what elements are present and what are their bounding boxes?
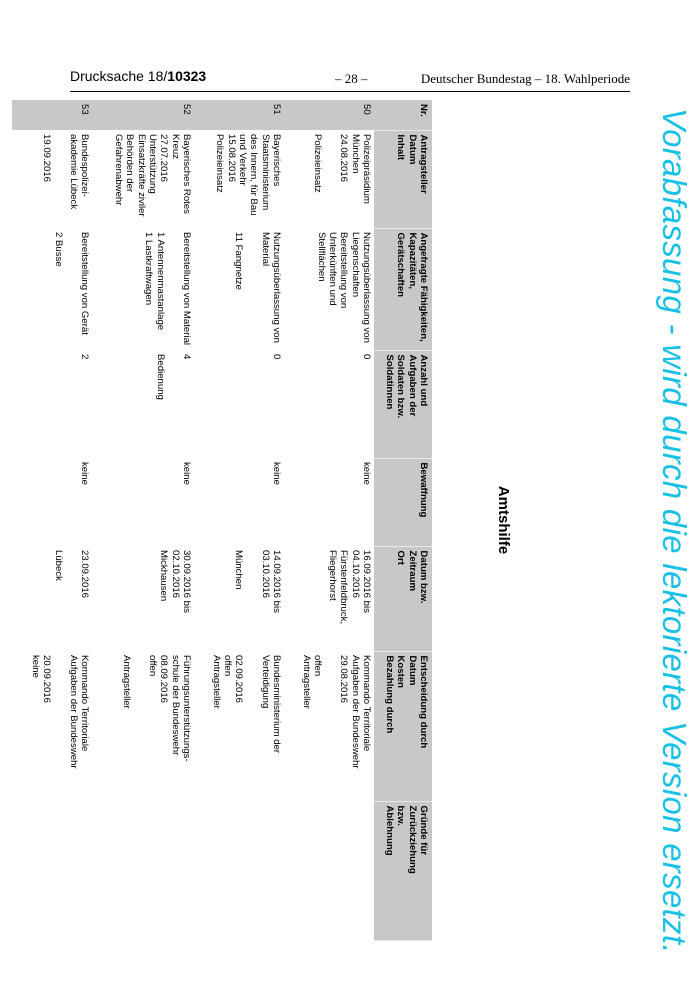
table-title: Amtshilfe xyxy=(495,485,512,555)
cell-line: Einsatzkräfte ziviler xyxy=(135,134,147,217)
cell-line: Behörden der xyxy=(124,134,136,193)
column-header-line: Entscheidung durch xyxy=(418,655,429,749)
cell-line: 23.09.2016 xyxy=(79,550,90,599)
column-header-line: Zeitraum xyxy=(406,550,418,592)
header-rule xyxy=(70,91,630,92)
cell-line: Aufgaben der Bundeswehr xyxy=(67,655,79,769)
cell-line: 29.08.2016 xyxy=(338,655,350,704)
cell-datum xyxy=(12,546,92,651)
cell-line: Bayerisches Rotes xyxy=(181,134,192,214)
cell-line: Bereitstellung von Gerät xyxy=(79,232,90,335)
cell-line: Gefahrenabwehr xyxy=(113,134,125,206)
column-header-line: Gründe für xyxy=(418,805,429,856)
cell-line: 1 Antennenmastanlage xyxy=(154,232,166,331)
cell-antragsteller xyxy=(92,130,194,228)
draft-watermark: Vorabfassung - wird durch die lektorierte Version ersetzt. xyxy=(656,108,693,954)
cell-gap xyxy=(166,354,181,454)
cell-line: Material xyxy=(259,232,271,267)
cell-gap xyxy=(64,232,79,346)
table-row xyxy=(284,100,374,940)
column-header-line: Anzahl und xyxy=(418,354,429,407)
cell-line: akademie Lübeck xyxy=(67,134,79,210)
column-header-line: Kapazitäten, xyxy=(406,232,418,290)
column-header-line: Datum xyxy=(406,134,418,165)
column-header-line: Soldaten bzw. xyxy=(395,354,407,419)
cell-anzahl xyxy=(92,350,194,458)
cell-bewaffnung xyxy=(92,458,194,546)
cell-line: Lübeck xyxy=(52,550,64,581)
cell-antragsteller xyxy=(284,130,374,228)
cell-line: 0 xyxy=(361,354,372,360)
column-header-line: Zurückziehung xyxy=(406,805,418,874)
cell-line: 2 Busse xyxy=(52,232,64,267)
cell-line: keine xyxy=(271,462,282,485)
cell-line: 27.07.2016 xyxy=(158,134,170,183)
column-header xyxy=(374,801,432,940)
cell-line: Verteidigung xyxy=(259,655,271,709)
cell-gap xyxy=(52,134,67,224)
column-header xyxy=(374,350,432,458)
cell-line: Antragsteller xyxy=(210,655,222,709)
cell-gap xyxy=(166,232,181,346)
cell-gruende xyxy=(92,801,194,940)
cell-datum xyxy=(284,546,374,651)
cell-bewaffnung xyxy=(12,458,92,546)
document-number xyxy=(70,68,206,84)
cell-line: Unterkünften und xyxy=(327,232,339,306)
column-header-line: Datum bzw. xyxy=(418,550,429,604)
cell-line: keine xyxy=(181,462,192,485)
legislative-period: Deutscher Bundestag – 18. Wahlperiode xyxy=(420,71,630,86)
cell-line: Führungsunterstützungs- xyxy=(181,655,192,762)
cell-line: Fliegerhorst xyxy=(327,550,339,601)
column-header-line: Nr. xyxy=(418,104,429,117)
cell-line: München xyxy=(349,134,361,174)
column-header-line: Bewaffnung xyxy=(418,462,429,518)
column-header-line: Angefragte Fähigkeiten, xyxy=(418,232,429,342)
cell-line: 15.08.2016 xyxy=(225,134,237,183)
cell-gruende xyxy=(12,801,92,940)
cell-line: 19.09.2016 xyxy=(41,134,53,183)
cell-line: 16.09.2016 bis xyxy=(361,550,372,613)
cell-entscheidung xyxy=(12,651,92,801)
cell-line: Antragsteller xyxy=(120,655,132,709)
cell-line: und Verkehr xyxy=(237,134,249,186)
cell-line: keine xyxy=(79,462,90,485)
cell-entscheidung xyxy=(194,651,284,801)
cell-faehigkeiten xyxy=(12,228,92,350)
cell-anzahl xyxy=(12,350,92,458)
cell-antragsteller xyxy=(194,130,284,228)
cell-gruende xyxy=(194,801,284,940)
cell-line: 02.09.2016 xyxy=(233,655,245,704)
cell-entscheidung xyxy=(92,651,194,801)
cell-datum xyxy=(92,546,194,651)
cell-line: Antragsteller xyxy=(300,655,312,709)
cell-line: Polizeieinsatz xyxy=(312,134,324,193)
column-header-line: Antragsteller xyxy=(418,134,429,194)
column-header xyxy=(374,458,432,546)
cell-line: offen xyxy=(147,655,159,677)
cell-line: Aufgaben der Bundeswehr xyxy=(349,655,361,769)
document-number-prefix: Drucksache 18/ xyxy=(70,68,168,84)
page-header xyxy=(70,66,630,90)
column-header-line: Ort xyxy=(395,550,407,565)
cell-gap xyxy=(244,550,259,647)
column-header-line: Kosten xyxy=(395,655,407,689)
cell-line: München xyxy=(233,550,245,590)
cell-line: 24.08.2016 xyxy=(338,134,350,183)
table-row xyxy=(92,100,194,940)
cell-line: Bundesministerium der xyxy=(271,655,282,754)
cell-faehigkeiten xyxy=(194,228,284,350)
cell-line: 20.09.2016 xyxy=(41,655,53,704)
column-header-line: Inhalt xyxy=(395,134,407,161)
cell-line: keine xyxy=(361,462,372,485)
cell-anzahl xyxy=(284,350,374,458)
cell-gap xyxy=(64,550,79,647)
cell-line: 11 Fangnetze xyxy=(233,232,245,290)
cell-line: 0 xyxy=(271,354,282,360)
cell-line: Stellflächen xyxy=(315,232,327,282)
cell-line: Nutzungsüberlassung von xyxy=(271,232,282,343)
rotated-table-area xyxy=(30,100,530,940)
column-header-line: bzw. xyxy=(395,805,407,826)
document-number-value: 10323 xyxy=(167,68,207,84)
cell-line: Bedienung xyxy=(154,354,166,400)
cell-line: Liegenschaften xyxy=(349,232,361,298)
cell-line: 2 xyxy=(79,354,90,360)
table-row xyxy=(194,100,284,940)
cell-faehigkeiten xyxy=(284,228,374,350)
cell-gap xyxy=(132,655,147,797)
cell-antragsteller xyxy=(12,130,92,228)
cell-line: offen xyxy=(222,655,234,677)
cell-line: Kommando Territoriale xyxy=(361,655,372,752)
cell-line: 30.09.2016 bis xyxy=(181,550,192,613)
cell-line: Bereitstellung von xyxy=(338,232,350,309)
cell-line: Bundespolizei- xyxy=(79,134,90,197)
cell-line: Bereitstellung von Material xyxy=(181,232,192,346)
cell-line: Mickhausen xyxy=(158,550,170,602)
cell-nr: 51 xyxy=(194,100,284,130)
column-header-line: Bezahlung durch xyxy=(384,655,396,734)
cell-line: Kreuz xyxy=(169,134,181,160)
column-header xyxy=(374,100,432,130)
cell-line: keine xyxy=(30,655,42,678)
cell-line: Unterstützung xyxy=(147,134,159,194)
cell-bewaffnung xyxy=(284,458,374,546)
page-number: – 28 – xyxy=(335,71,368,86)
cell-nr: 50 xyxy=(284,100,374,130)
cell-line: Polizeieinsatz xyxy=(214,134,226,193)
cell-nr: 52 xyxy=(92,100,194,130)
cell-line: Bayerisches xyxy=(271,134,282,187)
column-header-line: Datum xyxy=(406,655,418,686)
cell-faehigkeiten xyxy=(92,228,194,350)
cell-datum xyxy=(194,546,284,651)
cell-line: Nutzungsüberlassung von xyxy=(361,232,372,343)
table-header-row xyxy=(374,100,432,940)
column-header xyxy=(374,130,432,228)
cell-line: des Innern, für Bau xyxy=(248,134,260,216)
cell-entscheidung xyxy=(284,651,374,801)
cell-line: 02.10.2016 xyxy=(169,550,181,599)
column-header xyxy=(374,651,432,801)
cell-gap xyxy=(323,655,338,797)
cell-line: 4 xyxy=(181,354,192,360)
cell-line: Staatsministerium xyxy=(259,134,271,211)
cell-line: Polizeipräsidium xyxy=(361,134,372,204)
cell-line: 1 Lastkraftwagen xyxy=(143,232,155,306)
cell-line: 08.09.2016 xyxy=(158,655,170,704)
cell-line: schule der Bundeswehr xyxy=(169,655,181,756)
column-header-line: Soldatinnen xyxy=(384,354,396,410)
column-header-line: Aufgaben der xyxy=(406,354,418,417)
cell-gap xyxy=(52,655,67,797)
column-header xyxy=(374,228,432,350)
column-header xyxy=(374,546,432,651)
column-header-line: Gerätschaften xyxy=(395,232,407,298)
cell-gruende xyxy=(284,801,374,940)
amtshilfe-table xyxy=(12,100,432,941)
cell-line: Fürstenfeldbruck, xyxy=(338,550,350,625)
cell-line: 14.09.2016 bis xyxy=(271,550,282,613)
cell-gap xyxy=(244,655,259,797)
cell-line: offen xyxy=(312,655,324,677)
cell-nr: 53 xyxy=(12,100,92,130)
cell-anzahl xyxy=(194,350,284,458)
cell-line: 04.10.2016 xyxy=(349,550,361,599)
table-row xyxy=(12,100,92,940)
cell-bewaffnung xyxy=(194,458,284,546)
table-body xyxy=(12,100,374,940)
cell-gap xyxy=(323,134,338,224)
cell-line: Kommando Territoriale xyxy=(79,655,90,752)
cell-line: 03.10.2016 xyxy=(259,550,271,599)
cell-gap xyxy=(244,232,259,346)
column-header-line: Ablehnung xyxy=(384,805,396,856)
